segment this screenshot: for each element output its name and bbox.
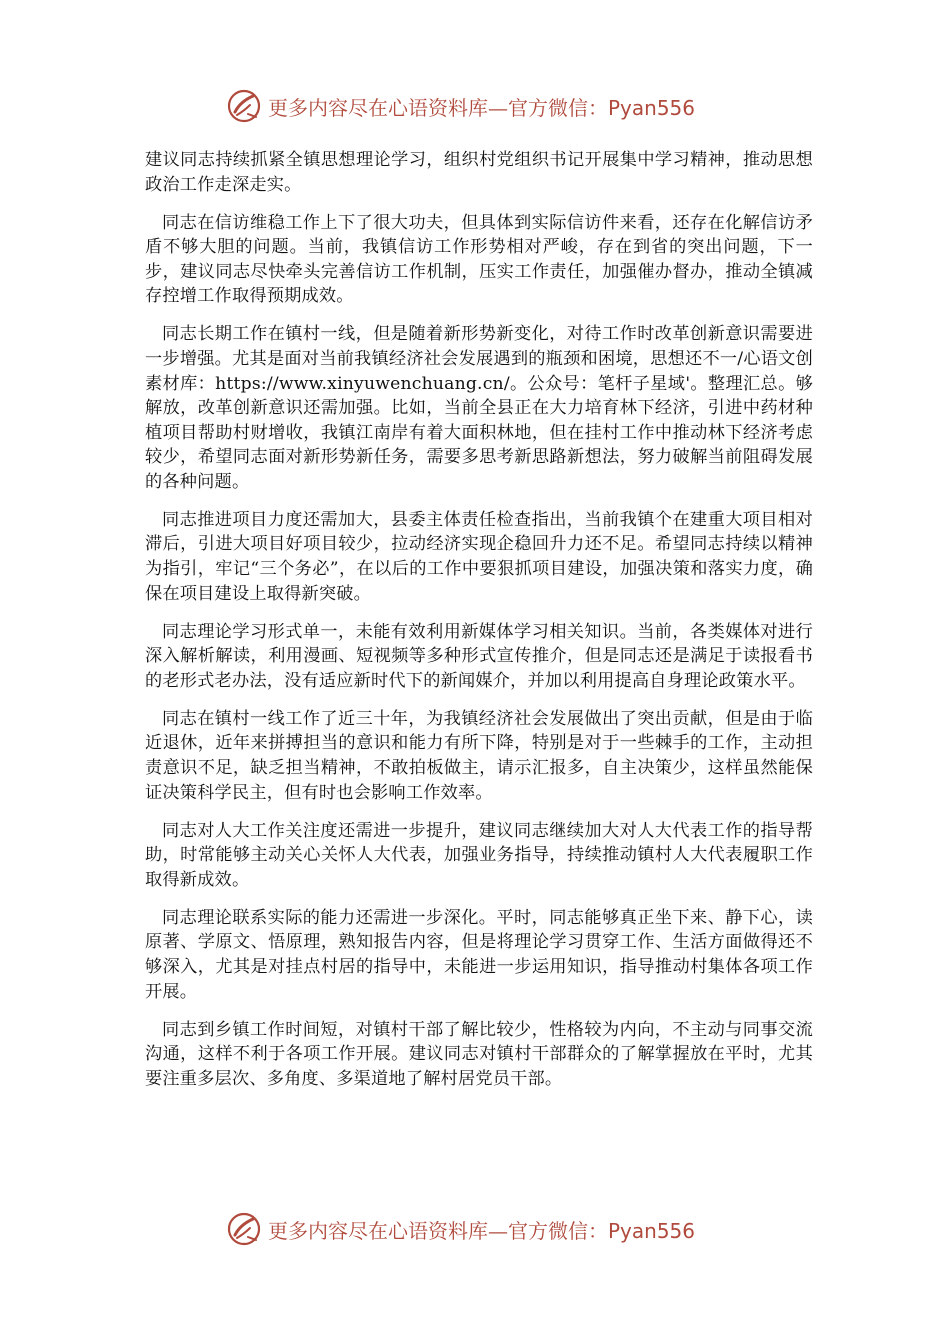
footer-brand-text: 更多内容尽在心语资料库—官方微信：Pyan556 (268, 1218, 696, 1243)
pen-hand-logo-icon (226, 88, 262, 124)
document-body (145, 148, 813, 1105)
header-brand (226, 86, 746, 126)
footer-brand (226, 1209, 746, 1249)
header-brand-id: Pyan556 (608, 95, 696, 120)
paragraph-7: 同志对人大工作关注度还需进一步提升，建议同志继续加大对人大代表工作的指导帮助，时常能够主动关心关怀人大代表，加强业务指导，持续推动镇村人大代表履职工作取得新成效。 (145, 820, 813, 890)
paragraph-1: 建议同志持续抓紧全镇思想理论学习，组织村党组织书记开展集中学习精神，推动思想政治工作走深走实。 (145, 150, 813, 195)
paragraph-4: 同志推进项目力度还需加大，县委主体责任检查指出，当前我镇个在建重大项目相对滞后，引进大项目好项目较少，拉动经济实现企稳回升力还不足。希望同志持续以精神为指引，牢记“三个务必”，在以后的工作中要狠抓项目建设，加强决策和落实力度，确保在项目建设上取得新突破。 (145, 509, 813, 604)
paragraph-5: 同志理论学习形式单一，未能有效利用新媒体学习相关知识。当前，各类媒体对进行深入解析解读，利用漫画、短视频等多种形式宣传推介，但是同志还是满足于读报看书的老形式老办法，没有适应新时代下的新闻媒介，并加以利用提高自身理论政策水平。 (145, 621, 813, 691)
pen-hand-logo-icon (226, 1211, 262, 1247)
header-brand-text: 更多内容尽在心语资料库—官方微信：Pyan556 (268, 95, 696, 120)
paragraph-2: 同志在信访维稳工作上下了很大功夫，但具体到实际信访件来看，还存在化解信访矛盾不够大胆的问题。当前，我镇信访工作形势相对严峻，存在到省的突出问题，下一步，建议同志尽快牵头完善信访工作机制，压实工作责任，加强催办督办，推动全镇减存控增工作取得预期成效。 (145, 212, 813, 307)
paragraph-8: 同志理论联系实际的能力还需进一步深化。平时，同志能够真正坐下来、静下心，读原著、学原文、悟原理，熟知报告内容，但是将理论学习贯穿工作、生活方面做得还不够深入，尤其是对挂点村居的指导中，未能进一步运用知识，指导推动村集体各项工作开展。 (145, 907, 813, 1002)
paragraph-6: 同志在镇村一线工作了近三十年，为我镇经济社会发展做出了突出贡献，但是由于临近退休，近年来拼搏担当的意识和能力有所下降，特别是对于一些棘手的工作，主动担责意识不足，缺乏担当精神，不敢拍板做主，请示汇报多，自主决策少，这样虽然能保证决策科学民主，但有时也会影响工作效率。 (145, 708, 813, 803)
paragraph-9: 同志到乡镇工作时间短，对镇村干部了解比较少，性格较为内向，不主动与同事交流沟通，这样不利于各项工作开展。建议同志对镇村干部群众的了解掌握放在平时，尤其要注重多层次、多角度、多渠道地了解村居党员干部。 (145, 1019, 813, 1089)
footer-brand-id: Pyan556 (608, 1218, 696, 1243)
paragraph-3: 同志长期工作在镇村一线，但是随着新形势新变化，对待工作时改革创新意识需要进一步增强。尤其是面对当前我镇经济社会发展遇到的瓶颈和困境，思想还不一/心语文创素材库：https://www.xinyuwenchuang.cn/。公众号：笔杆子星域'。整理汇总。够解放，改革创新意识还需加强。比如，当前全县正在大力培育林下经济，引进中药材种植项目帮助村财增收，我镇江南岸有着大面积林地，但在挂村工作中推动林下经济考虑较少，希望同志面对新形势新任务，需要多思考新思路新想法，努力破解当前阻碍发展的各种问题。 (145, 324, 813, 492)
